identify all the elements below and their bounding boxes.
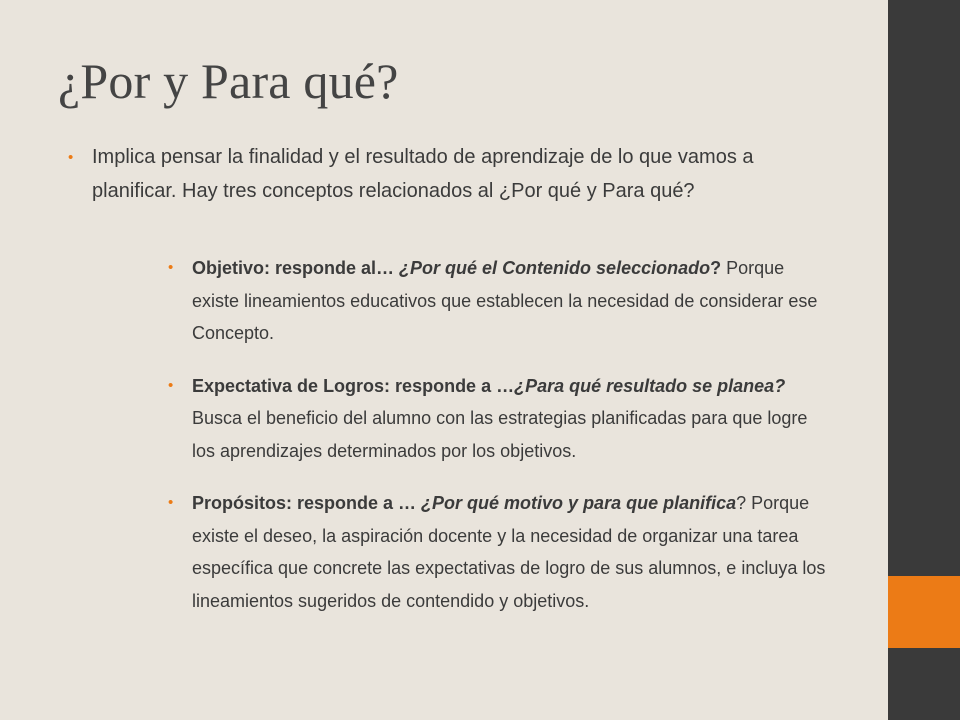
- item-question-end: ?: [710, 258, 727, 278]
- decorative-accent-square: [888, 576, 960, 648]
- intro-bullet: [68, 140, 832, 208]
- list-item-expectativa: [168, 370, 832, 468]
- bullet-icon: •: [68, 149, 74, 166]
- item-question: ¿Para qué resultado se planea?: [514, 375, 786, 396]
- item-body: Busca el beneficio del alumno con las estrategias planificadas para que logre los aprendizajes determinados por los objetivos.: [192, 408, 808, 461]
- item-question: ¿Por qué el Contenido seleccionado: [399, 258, 711, 278]
- item-lead: Objetivo: responde al…: [192, 258, 400, 278]
- concept-list: [168, 252, 832, 637]
- list-item-objetivo: [168, 252, 832, 350]
- bullet-icon: •: [168, 494, 174, 511]
- item-lead: Expectativa de Logros: responde a …: [192, 375, 515, 396]
- item-body: Porque existe lineamientos educativos que establecen la necesidad de considerar ese Concepto.: [192, 258, 818, 343]
- bullet-icon: •: [168, 259, 174, 276]
- slide-title: ¿Por y Para qué?: [58, 53, 399, 109]
- item-question: ¿Por qué motivo y para que planifica: [421, 493, 737, 513]
- intro-text: Implica pensar la finalidad y el resultado de aprendizaje de lo que vamos a planificar. Hay tres conceptos relacionados al ¿Por qué y Para qué?: [92, 146, 754, 202]
- list-item-propositos: [168, 487, 832, 617]
- item-body: ? Porque existe el deseo, la aspiración docente y la necesidad de organizar una tarea específica que concrete las expectativas de logro de sus alumnos, e incluya los lineamientos sugeridos de contendido y objetivos.: [192, 493, 826, 611]
- bullet-icon: •: [168, 376, 174, 394]
- item-lead: Propósitos: responde a …: [192, 493, 422, 513]
